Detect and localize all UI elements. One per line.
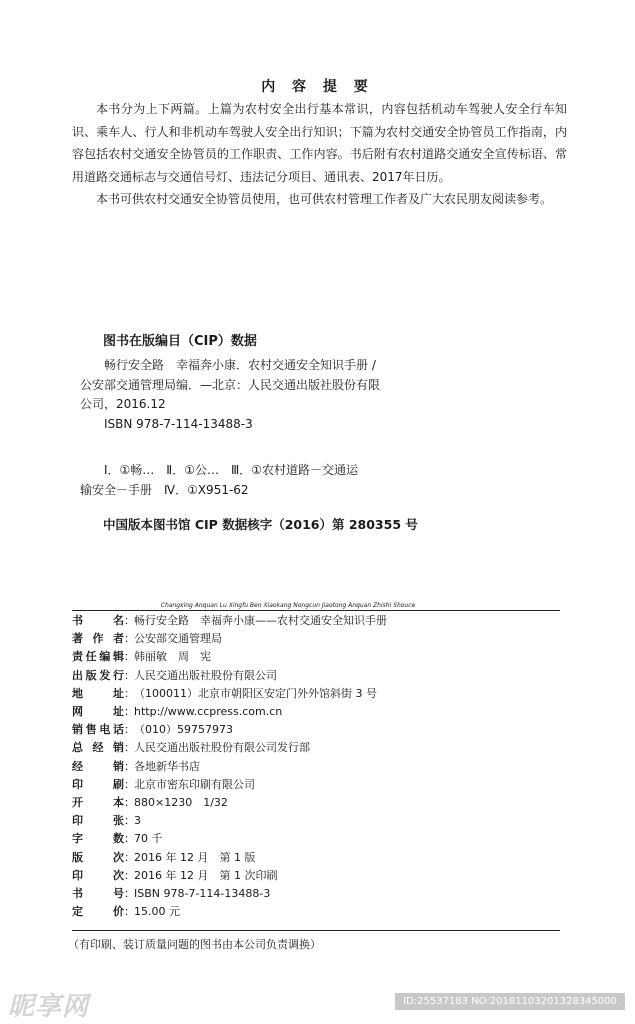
info-row: 地 址 ： （100011）北京市朝阳区安定门外外馆斜街 3 号 [72, 685, 560, 703]
info-value: 2016 年 12 月 第 1 版 [134, 850, 256, 864]
info-value: 各地新华书店 [134, 759, 200, 773]
cip-entry-line: 公司，2016.12 [80, 397, 166, 411]
summary-body [72, 98, 567, 211]
info-label: 定 价 [72, 905, 124, 919]
info-value: 公安部交通管理局 [134, 632, 222, 646]
info-row: 著 作 者 ： 公安部交通管理局 [72, 630, 560, 648]
info-row: 总 经 销 ： 人民交通出版社股份有限公司发行部 [72, 739, 560, 757]
info-value: 畅行安全路 幸福奔小康——农村交通安全知识手册 [134, 614, 387, 627]
watermark-id: ID:25537183 NO:20181103201328345000 [395, 993, 625, 1010]
info-row: 开 本 ： 880×1230 1/32 [72, 794, 560, 812]
info-value: ISBN 978-7-114-13488-3 [134, 887, 271, 901]
info-label: 经 销 [72, 759, 124, 773]
info-label: 印 张 [72, 814, 124, 828]
info-value: （100011）北京市朝阳区安定门外外馆斜街 3 号 [134, 686, 377, 700]
info-label: 著 作 者 [72, 632, 124, 646]
info-row: 销售电话 ： （010）59757973 [72, 721, 560, 739]
divider-bottom [72, 930, 560, 931]
info-label: 总 经 销 [72, 741, 124, 755]
info-row: 出版发行 ： 人民交通出版社股份有限公司 [72, 667, 560, 685]
summary-title: 内 容 提 要 [261, 79, 374, 95]
info-value: http://www.ccpress.com.cn [134, 705, 283, 719]
info-label: 书 名 [72, 614, 124, 627]
info-value: （010）59757973 [134, 723, 233, 737]
divider-top [72, 610, 560, 611]
cip-class-line: Ⅰ．①畅… Ⅱ．①公… Ⅲ．①农村道路－交通运 [104, 463, 358, 477]
cip-classification [80, 460, 490, 500]
info-label: 销售电话 [72, 723, 124, 737]
cip-class-line: 输安全－手册 Ⅳ．①X951-62 [80, 483, 249, 497]
info-value: 880×1230 1/32 [134, 796, 228, 810]
info-row: 经 销 ： 各地新华书店 [72, 758, 560, 776]
cip-number: 中国版本图书馆 CIP 数据核字（2016）第 280355 号 [103, 517, 418, 532]
info-label: 字 数 [72, 832, 124, 846]
info-value: 2016 年 12 月 第 1 次印刷 [134, 868, 278, 882]
info-label: 书 号 [72, 887, 124, 901]
info-label: 版 次 [72, 850, 124, 864]
english-title: Changxing Anquan Lu Xingfu Ben Xiaokang Nongcun Jiaotong Anquan Zhishi Shouce [160, 602, 416, 609]
cip-entry-line: 畅行安全路 幸福奔小康．农村交通安全知识手册 / [104, 358, 376, 372]
info-row: 印 次 ： 2016 年 12 月 第 1 次印刷 [72, 867, 560, 885]
info-value: 人民交通出版社股份有限公司发行部 [134, 741, 310, 755]
cip-title: 图书在版编目（CIP）数据 [103, 334, 257, 349]
info-row: 定 价 ： 15.00 元 [72, 903, 560, 921]
publication-info [72, 612, 560, 921]
cip-entry-line: 公安部交通管理局编．—北京：人民交通出版社股份有限 [80, 377, 381, 392]
info-row: 印 张 ： 3 [72, 812, 560, 830]
info-value: 3 [134, 814, 141, 828]
info-value: 70 千 [134, 832, 163, 846]
info-label: 开 本 [72, 796, 124, 810]
cip-entry-line: ISBN 978-7-114-13488-3 [104, 416, 253, 431]
info-row: 责任编辑 ： 韩丽敏 周 宪 [72, 648, 560, 666]
info-value: 韩丽敏 周 宪 [134, 650, 211, 664]
summary-paragraph: 本书可供农村交通安全协管员使用，也可供农村管理工作者及广大农民朋友阅读参考。 [96, 192, 553, 206]
info-row: 书 名 ： 畅行安全路 幸福奔小康——农村交通安全知识手册 [72, 612, 560, 630]
info-value: 15.00 元 [134, 905, 180, 919]
watermark-logo: 昵享网 [8, 992, 90, 1022]
info-label: 地 址 [72, 686, 124, 700]
info-label: 印 次 [72, 868, 124, 882]
info-label: 出版发行 [72, 668, 124, 682]
info-row: 网 址 ： http://www.ccpress.com.cn [72, 703, 560, 721]
cip-entry [80, 356, 490, 434]
info-row: 印 刷 ： 北京市密东印刷有限公司 [72, 776, 560, 794]
summary-paragraph: 本书分为上下两篇。上篇为农村安全出行基本常识，内容包括机动车驾驶人安全行车知识、乘车人、行人和非机动车驾驶人安全出行知识；下篇为农村交通安全协管员工作指南，内容包括农村交通安全协管员的工作职责、工作内容。书后附有农村道路交通安全宣传标语、常用道路交通标志与交通信号灯、违法记分项目、通讯表、2017年日历。 [72, 102, 567, 184]
quality-notice: （有印刷、装订质量问题的图书由本公司负责调换） [68, 938, 321, 951]
info-value: 北京市密东印刷有限公司 [134, 777, 255, 791]
info-row: 版 次 ： 2016 年 12 月 第 1 版 [72, 849, 560, 867]
info-label: 网 址 [72, 705, 124, 719]
info-row: 字 数 ： 70 千 [72, 830, 560, 848]
info-label: 印 刷 [72, 777, 124, 791]
info-label: 责任编辑 [72, 650, 124, 664]
info-row: 书 号 ： ISBN 978-7-114-13488-3 [72, 885, 560, 903]
info-value: 人民交通出版社股份有限公司 [134, 668, 277, 682]
